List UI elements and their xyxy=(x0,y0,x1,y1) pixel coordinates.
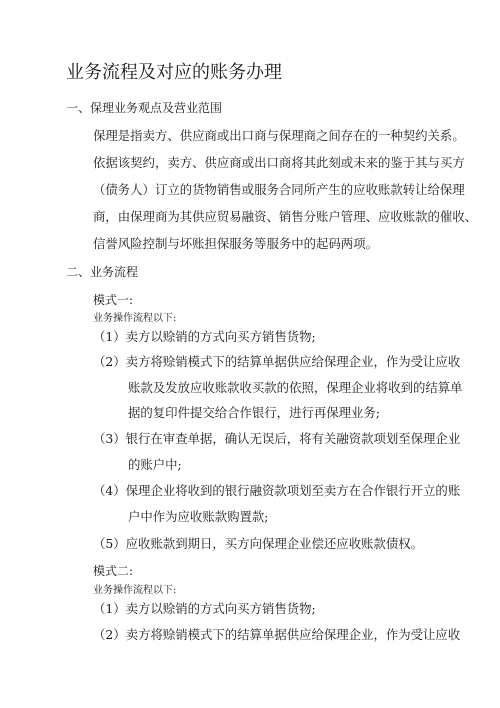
mode-1-item-2-cont-1: 账款及发放应收账款收买款的依照，保理企业将收到的结算单 xyxy=(128,380,463,395)
mode-2-item-1: （1）卖方以赊销的方式向买方销售货物; xyxy=(93,601,316,616)
mode-2-flow-label: 业务操作流程以下: xyxy=(93,585,177,596)
mode-1-item-5: （5）应收账款到期日，买方向保理企业偿还应收账款债权。 xyxy=(93,536,424,551)
mode-1-item-4: （4）保理企业将收到的银行融资款项划至卖方在合作银行开立的账 xyxy=(93,483,461,498)
mode-1-item-3: （3）银行在审查单据，确认无误后，将有关融资款项划至保理企业 xyxy=(93,431,461,446)
mode-1-item-2-cont-2: 据的复印件提交给合作银行，进行再保理业务; xyxy=(128,405,380,420)
mode-1-item-2: （2）卖方将赊销模式下的结算单据供应给保理企业，作为受让应收 xyxy=(93,354,461,369)
section-1-heading: 一、保理业务观点及营业范围 xyxy=(66,101,223,115)
mode-1-item-4-cont: 户中作为应收账款购置款; xyxy=(128,509,269,524)
mode-1-item-1: （1）卖方以赊销的方式向买方销售货物; xyxy=(93,329,316,344)
mode-1-item-3-cont: 的账户中; xyxy=(128,457,182,472)
section-1-line-1: 保理是指卖方、供应商或出口商与保理商之间存在的一种契约关系。 xyxy=(93,128,465,143)
section-2-heading: 二、业务流程 xyxy=(66,265,139,279)
section-1-line-5: 信誉风险控制与坏账担保服务等服务中的起码两项。 xyxy=(93,236,378,251)
mode-1-flow-label: 业务操作流程以下: xyxy=(93,313,177,324)
section-1-line-4: 商，由保理商为其供应贸易融资、销售分账户管理、应收账款的催收、 xyxy=(93,209,478,224)
section-1-line-3: （债务人）订立的货物销售或服务合同所产生的应收账款转让给保理 xyxy=(93,182,465,197)
mode-2-label: 模式二: xyxy=(93,564,134,578)
page-title: 业务流程及对应的账务办理 xyxy=(66,62,282,83)
mode-1-label: 模式一: xyxy=(93,293,134,307)
mode-2-item-2: （2）卖方将赊销模式下的结算单据供应给保理企业，作为受让应收 xyxy=(93,627,461,642)
section-1-line-2: 依据该契约，卖方、供应商或出口商将其此刻或未来的鉴于其与买方 xyxy=(93,155,465,170)
